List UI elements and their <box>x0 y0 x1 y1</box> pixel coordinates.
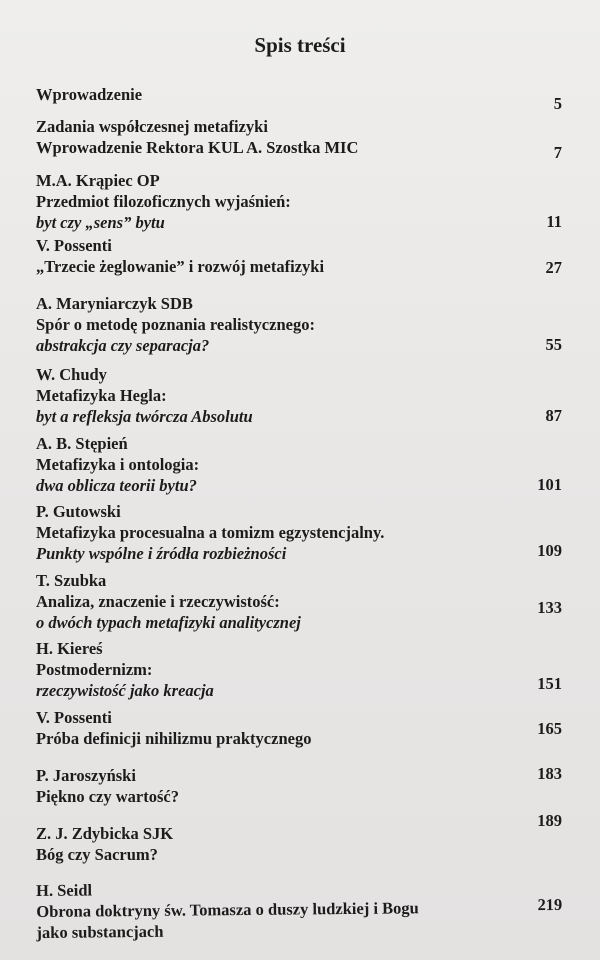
toc-entry <box>36 116 576 162</box>
toc-page-number: 183 <box>537 764 562 783</box>
toc-entry-title-line: byt czy „sens” bytu <box>36 213 165 232</box>
toc-entry-title-line: Metafizyka procesualna a tomizm egzystencjalny. <box>36 523 385 542</box>
toc-entry-author: V. Possenti <box>36 236 112 255</box>
toc-entry-author: Z. J. Zdybicka SJK <box>36 824 174 843</box>
toc-entry <box>36 875 577 943</box>
toc-entry <box>36 570 576 633</box>
toc-entry-title-line: Bóg czy Sacrum? <box>36 845 158 864</box>
toc-entry-author: W. Chudy <box>36 365 107 384</box>
toc-entry-title-line: Piękno czy wartość? <box>36 787 179 806</box>
toc-entry <box>36 765 576 807</box>
toc-entry-title-line: Wprowadzenie <box>36 85 143 104</box>
toc-entry-title-line: Wprowadzenie Rektora KUL A. Szostka MIC <box>36 138 359 157</box>
toc-entry <box>36 84 576 113</box>
toc-entry <box>36 501 576 564</box>
toc-page-number: 133 <box>537 598 562 617</box>
toc-page-number: 219 <box>537 894 563 915</box>
toc-entry-title-line: Postmodernizm: <box>36 660 153 679</box>
toc-entry-title-line: Spór o metodę poznania realistycznego: <box>36 315 315 334</box>
toc-entry-author: A. Maryniarczyk SDB <box>36 294 193 313</box>
toc-page-number: 189 <box>537 811 562 830</box>
toc-entry-title-line: Przedmiot filozoficznych wyjaśnień: <box>36 192 291 211</box>
toc-entry-title-line: dwa oblicza teorii bytu? <box>36 476 197 495</box>
toc-entry <box>36 364 576 427</box>
toc-entry-author: M.A. Krąpiec OP <box>36 171 160 190</box>
toc-entry-author: V. Possenti <box>36 708 112 727</box>
toc-entry-title-line: rzeczywistość jako kreacja <box>36 681 214 700</box>
toc-entry-author: A. B. Stępień <box>36 434 128 453</box>
toc-entry-author: P. Gutowski <box>36 502 121 521</box>
toc-page-number: 165 <box>537 719 562 738</box>
toc-entry-author: H. Seidl <box>36 880 93 900</box>
toc-entry-author: H. Kiereś <box>36 639 103 658</box>
toc-entry-title-line: Próba definicji nihilizmu praktycznego <box>36 729 312 748</box>
toc-entry <box>36 707 576 749</box>
toc-entry <box>36 235 576 277</box>
toc-entry-title-line: jako substancjach <box>36 921 164 942</box>
toc-entry-title-line: Zadania współczesnej metafizyki <box>36 117 268 136</box>
page-title: Spis treści <box>254 33 346 57</box>
toc-entry <box>36 293 576 356</box>
toc-entry-title-line: Metafizyka i ontologia: <box>36 455 200 474</box>
toc-page-number: 11 <box>546 212 562 231</box>
toc-page-number: 27 <box>545 258 562 277</box>
toc-page-number: 87 <box>545 406 562 425</box>
toc-entry <box>36 811 576 865</box>
toc-page-number: 55 <box>545 335 562 354</box>
toc-entry <box>36 638 576 701</box>
toc-page-number: 7 <box>553 143 562 162</box>
toc-entry-title-line: Metafizyka Hegla: <box>36 386 167 405</box>
toc-entry <box>36 170 576 233</box>
toc-entry-title-line: abstrakcja czy separacja? <box>36 336 210 355</box>
toc-entry-title-line: byt a refleksja twórcza Absolutu <box>36 407 253 426</box>
toc-entry-author: T. Szubka <box>36 571 107 590</box>
toc-entry-author: P. Jaroszyński <box>36 766 136 785</box>
toc-entry <box>36 433 576 496</box>
toc-entry-title-line: „Trzecie żeglowanie” i rozwój metafizyki <box>36 257 325 276</box>
toc-page-number: 5 <box>553 94 562 113</box>
toc-page-number: 109 <box>537 541 562 560</box>
toc-entry-title-line: Obrona doktryny św. Tomasza o duszy ludzkiej i Bogu <box>36 898 419 921</box>
toc-entry-title-line: o dwóch typach metafizyki analitycznej <box>36 613 301 632</box>
toc-page-number: 151 <box>537 674 562 693</box>
toc-page-number: 101 <box>537 475 562 494</box>
toc-entry-title-line: Punkty wspólne i źródła rozbieżności <box>36 544 287 563</box>
toc-entry-title-line: Analiza, znaczenie i rzeczywistość: <box>36 592 280 611</box>
